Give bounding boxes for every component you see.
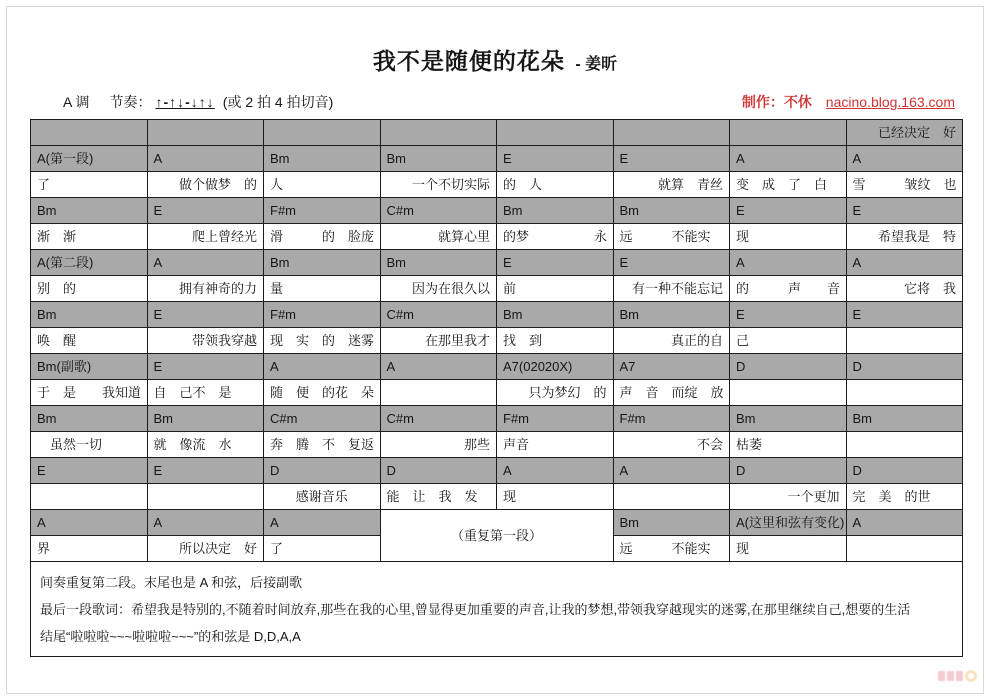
lyric-cell: 渐 渐 <box>31 224 148 250</box>
chord-cell: A <box>497 458 614 484</box>
chord-cell: Bm <box>730 406 847 432</box>
chord-cell: Bm <box>264 250 381 276</box>
chord-cell: Bm <box>846 406 963 432</box>
lyric-cell <box>846 536 963 562</box>
note-line-last-verse: 最后一段歌词：希望我是特别的,不随着时间放弃,那些在我的心里,曾显得更加重要的声音,让我的梦想,带领我穿越现实的迷雾,在那里继续自己,想要的生活 <box>40 602 911 617</box>
lyric-cell: 的 声 音 <box>730 276 847 302</box>
chord-cell: A <box>147 146 264 172</box>
chord-cell: 已经决定 好 <box>846 120 963 146</box>
chord-table <box>30 119 963 562</box>
chord-cell: C#m <box>380 302 497 328</box>
rhythm-pattern: ↑-↑↓-↓↑↓ <box>155 94 215 110</box>
chord-cell <box>497 120 614 146</box>
lyric-cell: 远 不能实 <box>613 224 730 250</box>
lyric-cell: 拥有神奇的力 <box>147 276 264 302</box>
lyric-cell: 量 <box>264 276 381 302</box>
note-line-interlude: 间奏重复第二段。末尾也是 A 和弦，后接副歌 <box>40 575 303 590</box>
chord-table-body <box>31 120 963 562</box>
chord-cell: A <box>730 250 847 276</box>
chord-row <box>31 250 963 276</box>
lyric-cell <box>846 328 963 354</box>
lyric-cell: 能 让 我 发 <box>380 484 497 510</box>
lyric-cell: 唤 醒 <box>31 328 148 354</box>
chord-row <box>31 302 963 328</box>
lyric-cell: 人 <box>264 172 381 198</box>
lyric-cell: 变 成 了 白 <box>730 172 847 198</box>
lyric-cell: 就算心里 <box>380 224 497 250</box>
chord-cell: E <box>730 302 847 328</box>
lyric-cell: 了 <box>31 172 148 198</box>
lyric-cell: 它将 我 <box>846 276 963 302</box>
rhythm-note: (或 2 拍 4 拍切音) <box>222 94 334 110</box>
chord-cell: Bm <box>31 302 148 328</box>
chord-cell: Bm <box>31 198 148 224</box>
chord-cell: A <box>380 354 497 380</box>
chord-cell: A <box>613 458 730 484</box>
chord-cell: E <box>31 458 148 484</box>
key-rhythm-info <box>63 92 333 112</box>
lyric-cell: 远 不能实 <box>613 536 730 562</box>
chord-cell: E <box>730 198 847 224</box>
chord-cell: C#m <box>380 406 497 432</box>
lyric-row <box>31 172 963 198</box>
lyric-row <box>31 380 963 406</box>
lyric-cell <box>846 380 963 406</box>
lyric-cell: 在那里我才 <box>380 328 497 354</box>
chord-cell: A <box>846 146 963 172</box>
chord-row <box>31 406 963 432</box>
lyric-cell: 虽然一切 <box>31 432 148 458</box>
info-row <box>63 92 955 112</box>
lyric-cell: 就算 青丝 <box>613 172 730 198</box>
chord-cell: E <box>846 302 963 328</box>
lyric-cell: 一个更加 <box>730 484 847 510</box>
lyric-cell: 界 <box>31 536 148 562</box>
lyric-cell <box>730 380 847 406</box>
chord-cell <box>730 120 847 146</box>
chord-cell: A7 <box>613 354 730 380</box>
chord-cell: Bm <box>147 406 264 432</box>
notes-box <box>30 562 963 657</box>
key-label: A 调 <box>63 94 90 110</box>
chord-cell: E <box>147 354 264 380</box>
lyric-cell: 完 美 的世 <box>846 484 963 510</box>
chord-cell: F#m <box>497 406 614 432</box>
lyric-row <box>31 484 963 510</box>
chord-cell: A7(02020X) <box>497 354 614 380</box>
lyric-row <box>31 432 963 458</box>
chord-cell <box>31 120 148 146</box>
lyric-cell: 于 是 我知道 <box>31 380 148 406</box>
lyric-cell: 自 己不 是 <box>147 380 264 406</box>
lyric-cell <box>846 432 963 458</box>
watermark <box>935 664 983 688</box>
chord-cell: F#m <box>264 302 381 328</box>
chord-row <box>31 146 963 172</box>
chord-cell: Bm <box>264 146 381 172</box>
chord-cell: A <box>147 510 264 536</box>
chord-cell: A <box>846 250 963 276</box>
lyric-cell: 别 的 <box>31 276 148 302</box>
chord-cell <box>264 120 381 146</box>
lyric-cell: 滑 的 脸庞 <box>264 224 381 250</box>
lyric-cell: 的 人 <box>497 172 614 198</box>
chord-cell: E <box>497 250 614 276</box>
chord-cell: D <box>730 458 847 484</box>
chord-cell: A <box>31 510 148 536</box>
lyric-cell: 那些 <box>380 432 497 458</box>
chord-cell: C#m <box>264 406 381 432</box>
chord-cell: Bm <box>613 302 730 328</box>
chord-row <box>31 354 963 380</box>
chord-cell <box>147 120 264 146</box>
song-title: 我不是随便的花朵 <box>372 48 565 74</box>
lyric-row <box>31 328 963 354</box>
chord-cell: A(这里和弦有变化) <box>730 510 847 536</box>
chord-cell: Bm(副歌) <box>31 354 148 380</box>
chord-cell: F#m <box>264 198 381 224</box>
chord-cell: E <box>613 250 730 276</box>
credit-label: 制作：不休 <box>741 94 812 110</box>
lyric-cell: 现 <box>730 536 847 562</box>
lyric-cell <box>613 484 730 510</box>
credit-info <box>742 92 955 112</box>
lyric-cell: 做个做梦 的 <box>147 172 264 198</box>
page-title <box>0 46 990 80</box>
chord-cell: A(第二段) <box>31 250 148 276</box>
chord-cell: A(第一段) <box>31 146 148 172</box>
lyric-cell: 因为在很久以 <box>380 276 497 302</box>
lyric-cell: 一个不切实际 <box>380 172 497 198</box>
chord-cell: E <box>147 458 264 484</box>
chord-cell: Bm <box>613 510 730 536</box>
chord-row <box>31 510 963 536</box>
lyric-cell <box>380 380 497 406</box>
chord-cell: D <box>380 458 497 484</box>
chord-cell: E <box>497 146 614 172</box>
lyric-cell: 带领我穿越 <box>147 328 264 354</box>
chord-cell: D <box>846 458 963 484</box>
lyric-cell: 希望我是 特 <box>846 224 963 250</box>
lyric-cell: 爬上曾经光 <box>147 224 264 250</box>
lyric-cell <box>147 484 264 510</box>
note-line-ending: 结尾“啦啦啦~~~啦啦啦~~~”的和弦是 D,D,A,A <box>40 629 301 644</box>
lyric-cell: 随 便 的花 朵 <box>264 380 381 406</box>
lyric-cell: 声 音 而绽 放 <box>613 380 730 406</box>
lyric-cell: 雪 皱纹 也 <box>846 172 963 198</box>
chord-cell: F#m <box>613 406 730 432</box>
chord-row <box>31 120 963 146</box>
lyric-cell: 奔 腾 不 复返 <box>264 432 381 458</box>
chord-cell: E <box>613 146 730 172</box>
chord-cell: E <box>147 302 264 328</box>
chord-cell: Bm <box>31 406 148 432</box>
chord-cell: E <box>147 198 264 224</box>
lyric-cell: 声音 <box>497 432 614 458</box>
lyric-cell: 枯萎 <box>730 432 847 458</box>
lyric-cell: 就 像流 水 <box>147 432 264 458</box>
lyric-cell: 不会 <box>613 432 730 458</box>
chord-cell: Bm <box>380 250 497 276</box>
lyric-cell: 真正的自 <box>613 328 730 354</box>
lyric-row <box>31 276 963 302</box>
lyric-cell: 现 <box>730 224 847 250</box>
lyric-cell: 前 <box>497 276 614 302</box>
chord-cell: A <box>264 354 381 380</box>
chord-cell: C#m <box>380 198 497 224</box>
chord-cell <box>613 120 730 146</box>
lyric-cell: 有一种不能忘记 <box>613 276 730 302</box>
chord-row <box>31 198 963 224</box>
repeat-section-cell: （重复第一段） <box>380 510 613 562</box>
chord-cell: A <box>147 250 264 276</box>
chord-cell: A <box>264 510 381 536</box>
lyric-cell: 只为梦幻 的 <box>497 380 614 406</box>
chord-cell: Bm <box>497 302 614 328</box>
chord-cell: Bm <box>380 146 497 172</box>
chord-cell: A <box>730 146 847 172</box>
lyric-row <box>31 224 963 250</box>
chord-cell: E <box>846 198 963 224</box>
lyric-cell: 了 <box>264 536 381 562</box>
lyric-cell: 现 <box>497 484 614 510</box>
chord-cell: D <box>730 354 847 380</box>
chord-cell: A <box>846 510 963 536</box>
lyric-cell: 现 实 的 迷雾 <box>264 328 381 354</box>
artist-name: - 姜昕 <box>575 56 618 73</box>
lyric-cell <box>31 484 148 510</box>
credit-link[interactable]: nacino.blog.163.com <box>825 94 955 110</box>
lyric-cell: 找 到 <box>497 328 614 354</box>
chord-cell: Bm <box>497 198 614 224</box>
chord-cell <box>380 120 497 146</box>
lyric-cell: 所以决定 好 <box>147 536 264 562</box>
chord-cell: D <box>846 354 963 380</box>
rhythm-label: 节奏： <box>109 94 152 110</box>
chord-cell: Bm <box>613 198 730 224</box>
lyric-cell: 的梦 永 <box>497 224 614 250</box>
lyric-cell: 己 <box>730 328 847 354</box>
chord-cell: D <box>264 458 381 484</box>
lyric-cell: 感谢音乐 <box>264 484 381 510</box>
chord-row <box>31 458 963 484</box>
